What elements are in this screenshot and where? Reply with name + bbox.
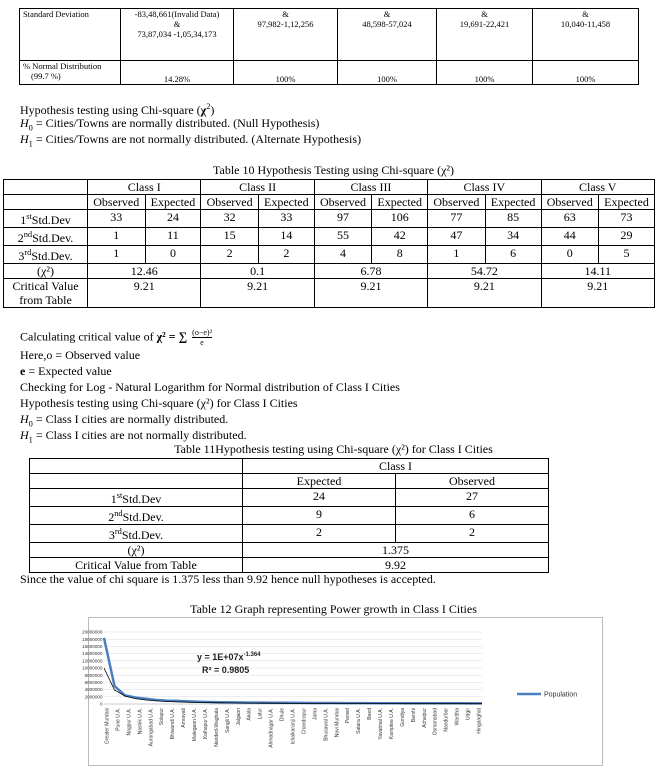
table-cell: 14 xyxy=(258,228,314,246)
fraction-denominator: e xyxy=(200,338,204,347)
x-category-label: Nashik U.A. xyxy=(137,708,144,735)
x-category-label: Solapur xyxy=(159,708,166,726)
x-category-label: Beed xyxy=(367,708,374,720)
class1-alt-hypothesis: $H_1$ = Class I cities are not normally distributed. xyxy=(20,428,247,445)
table-cell: 54.72 xyxy=(428,264,541,279)
y-tick-label: 4000000 xyxy=(84,687,103,693)
table-cell: 2 xyxy=(258,246,314,264)
table-cell: 42 xyxy=(372,228,428,246)
x-category-label: Nandurbar xyxy=(443,708,450,732)
x-category-label: Akola xyxy=(246,708,253,721)
table-cell: 106 xyxy=(372,210,428,228)
x-category-label: Sangli U.A. xyxy=(224,708,231,734)
x-category-label: Panvel xyxy=(345,708,352,724)
table-cell: 9.21 xyxy=(201,279,314,308)
table-cell: 33 xyxy=(258,210,314,228)
x-category-label: Udgir xyxy=(465,708,472,720)
table-row xyxy=(4,210,655,228)
row-label: 3rdStd.Dev. xyxy=(30,525,243,543)
class-header-row xyxy=(4,180,655,195)
std-dev-table xyxy=(19,8,639,85)
y-tick-label: 16000000 xyxy=(82,644,103,649)
x-category-label: Latur xyxy=(257,708,264,720)
calc-formula-line: Calculating critical value of χ² = ∑ $\frac{\text{(o−e)²}}{e}$ xyxy=(20,328,212,347)
class-header: Class V xyxy=(541,180,655,195)
col-header: Expected xyxy=(145,195,201,210)
row-label: Critical Value from Table xyxy=(30,558,243,573)
col-header: Expected xyxy=(258,195,314,210)
log-check-line: Checking for Log - Natural Logarithm for Normal distribution of Class I Cities xyxy=(20,380,400,394)
normal-dist-row xyxy=(20,61,639,85)
table-cell: & 10,040-11,458 xyxy=(533,9,639,61)
class-header: Class I xyxy=(243,459,549,474)
legend-label: Population xyxy=(544,691,578,699)
row-label: 2ndStd.Dev. xyxy=(30,507,243,525)
table-row xyxy=(4,246,655,264)
table-cell: 24 xyxy=(243,489,396,507)
table-row xyxy=(30,489,549,507)
table-row xyxy=(4,228,655,246)
x-category-label: Kamptee U.A. xyxy=(388,708,395,740)
col-header: Expected xyxy=(599,195,655,210)
table-cell: 15 xyxy=(201,228,259,246)
class1-hypothesis-title: Hypothesis testing using Chi-square (χ²) for Class I Cities xyxy=(20,396,298,410)
table-cell: 2 xyxy=(243,525,396,543)
hypothesis-title: Hypothesis testing using Chi-square $(\chi^2)$ xyxy=(20,102,215,117)
table-cell: 8 xyxy=(372,246,428,264)
table-cell: 33 xyxy=(88,210,146,228)
col-header: Observed xyxy=(396,474,549,489)
x-category-label: Bhiwandi U.A. xyxy=(170,708,177,740)
table-cell: 2 xyxy=(201,246,259,264)
x-category-label: Navi Mumbai xyxy=(334,708,341,738)
table-cell: 100% xyxy=(533,61,639,85)
table-cell: 97 xyxy=(314,210,372,228)
table-cell: 63 xyxy=(541,210,599,228)
class-header-row xyxy=(30,459,549,474)
table-cell: 55 xyxy=(314,228,372,246)
row-label: Standard Deviation xyxy=(20,9,121,61)
col-header: Expected xyxy=(243,474,396,489)
table-cell: 32 xyxy=(201,210,259,228)
chi-square-table-10 xyxy=(3,179,655,308)
conclusion-text: Since the value of chi square is 1.375 less than 9.92 hence null hypotheses is accepted. xyxy=(20,572,436,586)
y-tick-label: 6000000 xyxy=(84,680,103,685)
table-cell: 9.21 xyxy=(541,279,655,308)
subheader-row xyxy=(4,195,655,210)
x-category-label: Achalpur xyxy=(421,708,428,728)
table-cell: 100% xyxy=(234,61,338,85)
col-header: Observed xyxy=(541,195,599,210)
x-category-label: Jalgaon xyxy=(235,708,242,726)
row-label: % Normal Distribution (99.7 %) xyxy=(20,61,121,85)
table-cell: 73 xyxy=(599,210,655,228)
row-label: 2ndStd.Dev. xyxy=(4,228,88,246)
x-category-label: Osmanabad xyxy=(432,708,439,736)
table-cell: -83,48,661(Invalid Data) & 73,87,034 -1,05,34,173 xyxy=(121,9,234,61)
class-header: Class II xyxy=(201,180,314,195)
x-category-label: Nagpur U.A. xyxy=(126,708,133,736)
chi-row xyxy=(30,543,549,558)
row-label: (χ²) xyxy=(30,543,243,558)
row-label: 1stStd.Dev xyxy=(30,489,243,507)
table-cell: 14.28% xyxy=(121,61,234,85)
table-cell: 24 xyxy=(145,210,201,228)
x-category-label: Greater Mumbai xyxy=(104,708,111,745)
y-tick-label: 2000000 xyxy=(84,694,103,700)
row-label: Critical Value from Table xyxy=(4,279,88,308)
std-dev-row xyxy=(20,9,639,61)
class-header: Class III xyxy=(314,180,427,195)
row-label: 1stStd.Dev xyxy=(4,210,88,228)
table-cell: 9.21 xyxy=(88,279,201,308)
table-cell: 9 xyxy=(243,507,396,525)
x-category-label: Ichalkaranji U.A. xyxy=(290,708,297,745)
chi-square-table-11 xyxy=(29,458,549,573)
col-header: Expected xyxy=(372,195,428,210)
table-cell: 2 xyxy=(396,525,549,543)
y-tick-label: 8000000 xyxy=(84,672,103,678)
y-tick-label: 20000000 xyxy=(82,629,103,635)
class-header: Class IV xyxy=(428,180,541,195)
x-category-label: Ahmadnagar U.A. xyxy=(268,708,275,748)
table-cell: 9.21 xyxy=(428,279,541,308)
class1-null-hypothesis: $H_0$ = Class I cities are normally distributed. xyxy=(20,412,229,429)
table-cell: 12.46 xyxy=(88,264,201,279)
table10-caption: Table 10 Hypothesis Testing using Chi-square (χ²) xyxy=(213,163,454,177)
table11-caption: Table 11Hypothesis testing using Chi-square (χ²) for Class I Cities xyxy=(174,442,493,456)
table-cell: 4 xyxy=(314,246,372,264)
table-cell: 27 xyxy=(396,489,549,507)
x-category-label: Wardha xyxy=(454,708,461,726)
population-chart xyxy=(82,617,603,766)
x-category-label: Barshi xyxy=(410,708,417,723)
table-cell: 100% xyxy=(437,61,533,85)
x-category-label: Dhule xyxy=(279,708,286,722)
x-category-label: Chandrapur xyxy=(301,708,308,735)
x-category-label: Nanded-Waghala xyxy=(213,708,220,747)
x-category-label: Pune U.A. xyxy=(115,708,122,731)
table-cell: 11 xyxy=(145,228,201,246)
series-line-population xyxy=(104,638,482,704)
table-cell: 14.11 xyxy=(541,264,655,279)
null-hypothesis: $H_0$ = Cities/Towns are normally distributed. (Null Hypothesis) xyxy=(20,116,320,133)
table-cell: & 48,598-57,024 xyxy=(338,9,437,61)
x-category-label: Jalna xyxy=(312,708,319,720)
x-category-label: Satara U.A. xyxy=(356,708,363,734)
table-cell: & 97,982-1,12,256 xyxy=(234,9,338,61)
table-row xyxy=(30,507,549,525)
table-cell: 1 xyxy=(88,228,146,246)
table-cell: 44 xyxy=(541,228,599,246)
table-cell: 6 xyxy=(396,507,549,525)
y-tick-label: 18000000 xyxy=(82,636,103,642)
table-cell: 5 xyxy=(599,246,655,264)
table-cell: 0 xyxy=(145,246,201,264)
table-cell: 9.92 xyxy=(243,558,549,573)
chi-row xyxy=(4,264,655,279)
trendline-power xyxy=(104,668,482,704)
table-cell: 47 xyxy=(428,228,486,246)
col-header: Observed xyxy=(428,195,486,210)
x-category-label: Malegaon U.A. xyxy=(192,708,199,742)
x-category-label: Amravati xyxy=(181,708,188,728)
fraction-numerator: (o−e)² xyxy=(192,328,212,337)
y-tick-label: 12000000 xyxy=(82,658,103,664)
y-tick-label: 10000000 xyxy=(82,665,103,671)
alternate-hypothesis: $H_1$ = Cities/Towns are not normally distributed. (Alternate Hypothesis) xyxy=(20,132,362,149)
row-label: (χ²) xyxy=(4,264,88,279)
table-cell: 6.78 xyxy=(314,264,427,279)
table-cell: 1 xyxy=(88,246,146,264)
table-cell: 85 xyxy=(485,210,541,228)
table-cell: 0.1 xyxy=(201,264,314,279)
col-header: Expected xyxy=(485,195,541,210)
col-header: Observed xyxy=(201,195,259,210)
expected-definition: e = Expected value xyxy=(20,364,112,378)
class-header: Class I xyxy=(88,180,201,195)
x-category-label: Aurangabad U.A. xyxy=(148,708,155,747)
observed-definition: Here,o = Observed value xyxy=(20,348,141,362)
table-cell: 6 xyxy=(485,246,541,264)
row-label: 3rdStd.Dev. xyxy=(4,246,88,264)
trend-equation: $y = 1E+07x^{-1.364}$ xyxy=(197,652,261,662)
x-category-label: Yavatmal U.A. xyxy=(378,708,385,740)
table-cell: 0 xyxy=(541,246,599,264)
table-cell: & 19,691-22,421 xyxy=(437,9,533,61)
table-cell: 34 xyxy=(485,228,541,246)
x-category-label: Gondiya xyxy=(399,708,406,727)
trend-r-squared: R² = 0.9805 xyxy=(202,665,250,675)
y-tick-label: 14000000 xyxy=(82,651,103,657)
y-tick-label: 0 xyxy=(99,701,103,707)
table-cell: 1.375 xyxy=(243,543,549,558)
table-cell: 9.21 xyxy=(314,279,427,308)
subheader-row xyxy=(30,474,549,489)
critical-row xyxy=(4,279,655,308)
x-category-label: Hinganghat xyxy=(476,708,483,734)
chart-svg xyxy=(82,618,602,765)
table-row xyxy=(30,525,549,543)
table12-caption: Table 12 Graph representing Power growth in Class I Cities xyxy=(190,602,477,616)
x-category-label: Bhusawal U.A. xyxy=(323,708,330,741)
x-category-label: Kolhapur U.A. xyxy=(202,708,209,740)
table-cell: 77 xyxy=(428,210,486,228)
col-header: Observed xyxy=(88,195,146,210)
table-cell: 1 xyxy=(428,246,486,264)
table-cell: 29 xyxy=(599,228,655,246)
table-cell: 100% xyxy=(338,61,437,85)
col-header: Observed xyxy=(314,195,372,210)
